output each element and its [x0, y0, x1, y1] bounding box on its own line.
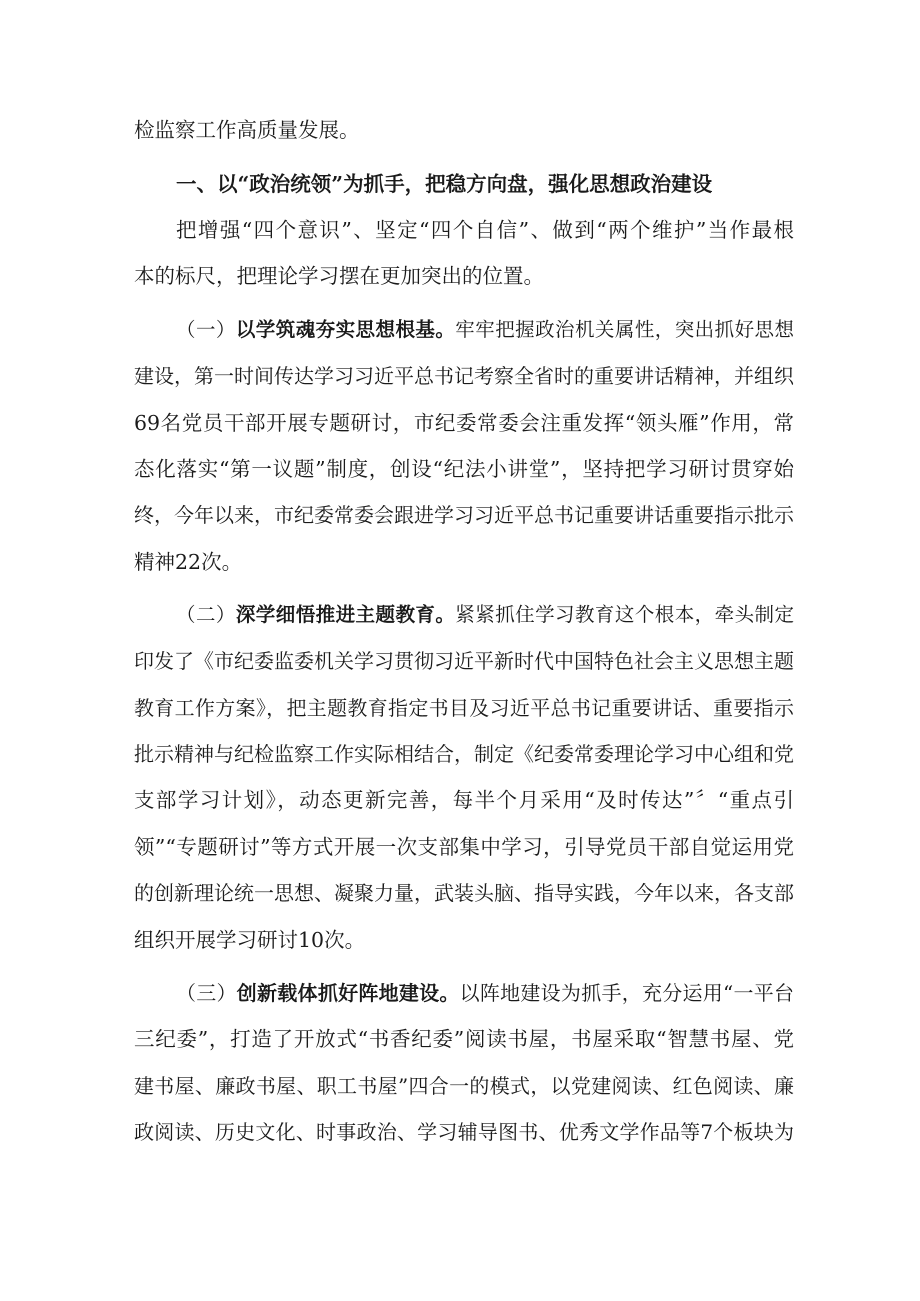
section1-para-line: 把增强“四个意识”、坚定“四个自信”、做到“两个维护”当作最根: [176, 218, 794, 242]
item3-first-line: [176, 979, 794, 1007]
item1-first-line: [176, 316, 794, 344]
item1-line: 精神22次。: [134, 550, 243, 574]
item1-line: 建设，第一时间传达学习习近平总书记考察全省时的重要讲话精神，并组织: [134, 364, 794, 388]
item1-line: 终，今年以来，市纪委常委会跟进学习习近平总书记重要讲话重要指示批示: [134, 503, 794, 527]
item3-label: （三）: [176, 981, 237, 1005]
item2-line: 组织开展学习研讨10次。: [134, 928, 366, 952]
item2-line: 印发了《市纪委监委机关学习贯彻习近平新时代中国特色社会主义思想主题: [134, 649, 794, 673]
item3-title: 创新载体抓好阵地建设。: [236, 981, 460, 1005]
item2-line: 的创新理论统一思想、凝聚力量，武装头脑、指导实践，今年以来，各支部: [134, 881, 794, 905]
item1-first-rest: 牢牢把握政治机关属性，突出抓好思想: [455, 318, 794, 341]
item1-line: 69名党员干部开展专题研讨，市纪委常委会注重发挥“领头雁”作用，常: [134, 411, 794, 435]
intro-tail-line: 检监察工作高质量发展。: [134, 118, 360, 142]
item2-line: 批示精神与纪检监察工作实际相结合，制定《纪委常委理论学习中心组和党: [134, 742, 794, 766]
section1-heading: 一、以“政治统领”为抓手，把稳方向盘，强化思想政治建设: [176, 172, 713, 196]
item3-line: 政阅读、历史文化、时事政治、学习辅导图书、优秀文学作品等7个板块为: [134, 1120, 794, 1144]
section1-para-line: 本的标尺，把理论学习摆在更加突出的位置。: [134, 264, 544, 288]
item2-title: 深学细悟推进主题教育。: [235, 603, 456, 626]
item2-line: 教育工作方案》，把主题教育指定书目及习近平总书记重要讲话、重要指示: [134, 696, 794, 720]
item2-first-rest: 紧紧抓住学习教育这个根本，牵头制定: [455, 603, 794, 626]
item3-first-rest: 以阵地建设为抓手，充分运用“一平台: [459, 981, 795, 1005]
item3-line: 建书屋、廉政书屋、职工书屋”四合一的模式，以党建阅读、红色阅读、廉: [134, 1074, 794, 1098]
item2-line: 领”“专题研讨”等方式开展一次支部集中学习，引导党员干部自觉运用党: [134, 835, 794, 859]
item2-label: （二）: [176, 603, 236, 626]
item1-title: 以学筑魂夯实思想根基。: [235, 318, 456, 341]
item1-label: （一）: [176, 318, 236, 341]
item1-line: 态化落实“第一议题”制度，创设“纪法小讲堂”，坚持把学习研讨贯穿始: [134, 457, 794, 481]
item2-first-line: [176, 601, 794, 629]
item2-line: 支部学习计划》，动态更新完善，每半个月采用“及时传达”〞“重点引: [134, 788, 794, 812]
item3-line: 三纪委”，打造了开放式“书香纪委”阅读书屋，书屋采取“智慧书屋、党: [134, 1027, 794, 1051]
